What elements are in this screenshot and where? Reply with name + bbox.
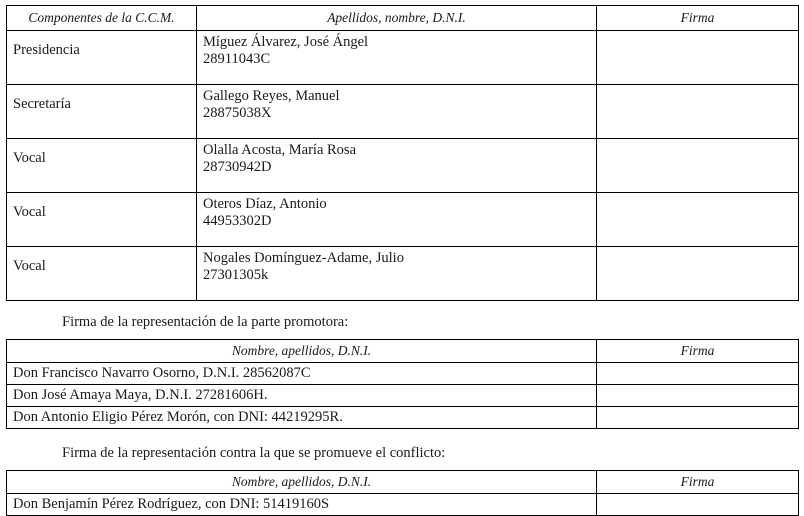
row-person-dni: 44953302D (203, 213, 272, 229)
promoter-signature-table (6, 339, 799, 429)
row-person-name: Olalla Acosta, María Rosa (203, 142, 357, 158)
row-person-name: Don Antonio Eligio Pérez Morón, con DNI: 44219295R. (7, 407, 597, 429)
row-person-name: Don Francisco Navarro Osorno, D.N.I. 28562087C (7, 363, 597, 385)
row-signature-cell[interactable] (597, 139, 799, 193)
row-person-dni: 28730942D (203, 159, 272, 175)
row-person-name: Míguez Álvarez, José Ángel (203, 34, 369, 50)
table-row (7, 494, 799, 516)
table-row (7, 407, 799, 429)
row-signature-cell[interactable] (597, 494, 799, 516)
column-header-signature: Firma (597, 6, 799, 31)
row-person (197, 85, 597, 139)
row-person-name: Nogales Domínguez-Adame, Julio (203, 250, 404, 266)
column-header-components: Componentes de la C.C.M. (7, 6, 197, 31)
row-person (197, 139, 597, 193)
column-header-name: Apellidos, nombre, D.N.I. (197, 6, 597, 31)
column-header-signature: Firma (597, 471, 799, 494)
row-signature-cell[interactable] (597, 407, 799, 429)
table-row (7, 385, 799, 407)
row-person-name: Don Benjamín Pérez Rodríguez, con DNI: 51419160S (7, 494, 597, 516)
table-row (7, 247, 799, 301)
row-signature-cell[interactable] (597, 385, 799, 407)
row-person-dni: 28911043C (203, 51, 271, 67)
row-person (197, 31, 597, 85)
table-header-row (7, 471, 799, 494)
column-header-signature: Firma (597, 340, 799, 363)
committee-table (6, 5, 799, 301)
table-row (7, 139, 799, 193)
table-header-row (7, 6, 799, 31)
row-person-dni: 28875038X (203, 105, 272, 121)
column-header-name: Nombre, apellidos, D.N.I. (7, 340, 597, 363)
respondent-signature-table (6, 470, 799, 516)
row-signature-cell[interactable] (597, 247, 799, 301)
row-role: Presidencia (7, 31, 197, 85)
column-header-name: Nombre, apellidos, D.N.I. (7, 471, 597, 494)
table-row (7, 193, 799, 247)
table-row (7, 363, 799, 385)
table-header-row (7, 340, 799, 363)
row-role: Vocal (7, 193, 197, 247)
row-person-name: Don José Amaya Maya, D.N.I. 27281606H. (7, 385, 597, 407)
table-row (7, 31, 799, 85)
row-person-name: Gallego Reyes, Manuel (203, 88, 340, 104)
row-person-name: Oteros Díaz, Antonio (203, 196, 327, 212)
row-signature-cell[interactable] (597, 193, 799, 247)
row-person (197, 247, 597, 301)
promoter-section-caption: Firma de la representación de la parte promotora: (62, 314, 349, 330)
row-role: Vocal (7, 247, 197, 301)
row-person (197, 193, 597, 247)
row-signature-cell[interactable] (597, 363, 799, 385)
row-role: Secretaría (7, 85, 197, 139)
row-signature-cell[interactable] (597, 85, 799, 139)
row-person-dni: 27301305k (203, 267, 269, 283)
table-row (7, 85, 799, 139)
row-role: Vocal (7, 139, 197, 193)
respondent-section-caption: Firma de la representación contra la que se promueve el conflicto: (62, 445, 446, 461)
row-signature-cell[interactable] (597, 31, 799, 85)
